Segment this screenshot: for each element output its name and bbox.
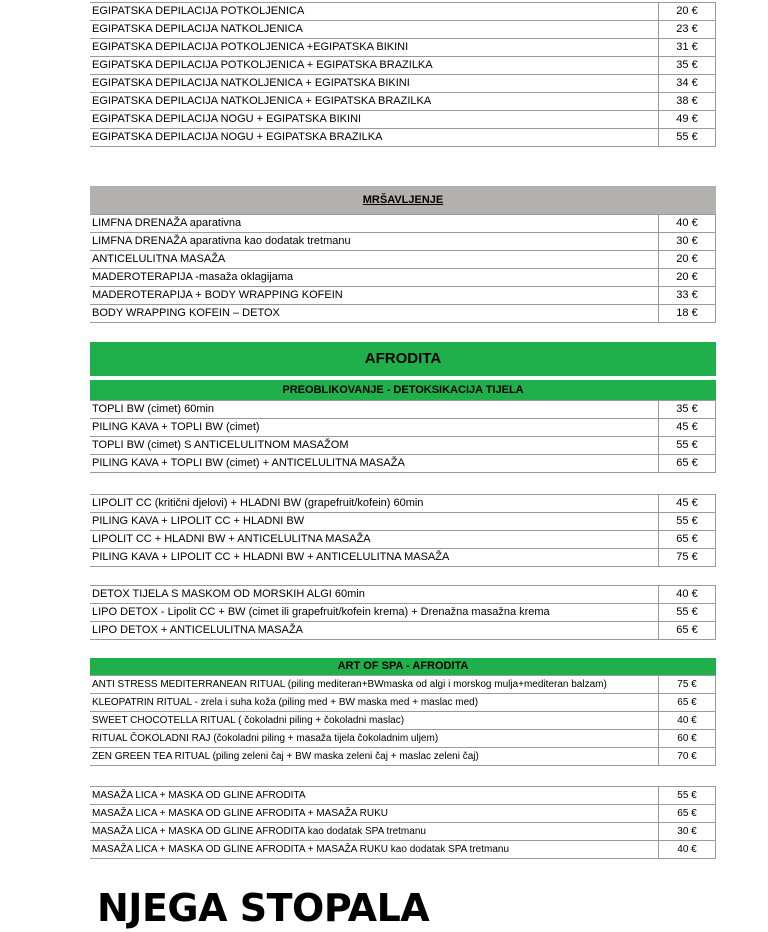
- service-name: EGIPATSKA DEPILACIJA NATKOLJENICA: [90, 21, 659, 39]
- afrodita-section: [90, 342, 716, 473]
- service-name: ANTICELULITNA MASAŽA: [90, 251, 659, 269]
- service-price: 20 €: [659, 269, 716, 287]
- price-row: [90, 712, 716, 730]
- price-row: [90, 604, 716, 622]
- price-row: [90, 305, 716, 323]
- service-price: 45 €: [659, 419, 716, 437]
- price-row: [90, 75, 716, 93]
- price-row: [90, 251, 716, 269]
- service-price: 65 €: [659, 805, 716, 823]
- art-of-spa-section: [90, 658, 716, 766]
- service-name: PILING KAVA + TOPLI BW (cimet): [90, 419, 659, 437]
- price-table: [90, 786, 716, 859]
- service-price: 55 €: [659, 129, 716, 147]
- masaza-lica-group: [90, 786, 716, 859]
- price-row: [90, 129, 716, 147]
- service-price: 55 €: [659, 604, 716, 622]
- price-row: [90, 586, 716, 604]
- service-price: 18 €: [659, 305, 716, 323]
- service-price: 55 €: [659, 437, 716, 455]
- service-name: TOPLI BW (cimet) S ANTICELULITNOM MASAŽOM: [90, 437, 659, 455]
- service-price: 55 €: [659, 513, 716, 531]
- service-price: 30 €: [659, 823, 716, 841]
- service-price: 65 €: [659, 622, 716, 640]
- price-row: [90, 549, 716, 567]
- price-table: [90, 214, 716, 323]
- njega-stopala-heading: NJEGA STOPALA: [97, 886, 430, 930]
- service-price: 45 €: [659, 495, 716, 513]
- price-row: [90, 805, 716, 823]
- price-row: [90, 730, 716, 748]
- service-price: 49 €: [659, 111, 716, 129]
- price-table: [90, 2, 716, 147]
- price-row: [90, 401, 716, 419]
- service-name: MASAŽA LICA + MASKA OD GLINE AFRODITA + MASAŽA RUKU kao dodatak SPA tretmanu: [90, 841, 659, 859]
- price-row: [90, 111, 716, 129]
- price-row: [90, 215, 716, 233]
- service-name: LIPOLIT CC + HLADNI BW + ANTICELULITNA MASAŽA: [90, 531, 659, 549]
- mrsavljenje-section: [90, 186, 716, 323]
- service-name: LIMFNA DRENAŽA aparativna kao dodatak tretmanu: [90, 233, 659, 251]
- service-name: LIPO DETOX - Lipolit CC + BW (cimet ili grapefruit/kofein krema) + Drenažna masažna krema: [90, 604, 659, 622]
- service-name: MADEROTERAPIJA -masaža oklagijama: [90, 269, 659, 287]
- price-row: [90, 57, 716, 75]
- price-row: [90, 694, 716, 712]
- service-price: 35 €: [659, 401, 716, 419]
- price-table: [90, 400, 716, 473]
- service-price: 23 €: [659, 21, 716, 39]
- section-title: AFRODITA: [90, 342, 716, 376]
- service-name: EGIPATSKA DEPILACIJA NOGU + EGIPATSKA BIKINI: [90, 111, 659, 129]
- price-row: [90, 419, 716, 437]
- service-price: 40 €: [659, 215, 716, 233]
- price-row: [90, 513, 716, 531]
- service-name: DETOX TIJELA S MASKOM OD MORSKIH ALGI 60min: [90, 586, 659, 604]
- service-price: 65 €: [659, 694, 716, 712]
- service-name: RITUAL ČOKOLADNI RAJ (čokoladni piling + masaža tijela čokoladnim uljem): [90, 730, 659, 748]
- section-subtitle: PREOBLIKOVANJE - DETOKSIKACIJA TIJELA: [90, 380, 716, 400]
- service-name: ZEN GREEN TEA RITUAL (piling zeleni čaj + BW maska zeleni čaj + maslac zeleni čaj): [90, 748, 659, 766]
- service-price: 40 €: [659, 841, 716, 859]
- service-name: TOPLI BW (cimet) 60min: [90, 401, 659, 419]
- service-price: 60 €: [659, 730, 716, 748]
- service-name: EGIPATSKA DEPILACIJA POTKOLJENICA + EGIPATSKA BRAZILKA: [90, 57, 659, 75]
- service-price: 31 €: [659, 39, 716, 57]
- service-name: LIMFNA DRENAŽA aparativna: [90, 215, 659, 233]
- service-name: EGIPATSKA DEPILACIJA NOGU + EGIPATSKA BRAZILKA: [90, 129, 659, 147]
- service-name: MASAŽA LICA + MASKA OD GLINE AFRODITA + MASAŽA RUKU: [90, 805, 659, 823]
- price-row: [90, 269, 716, 287]
- service-price: 75 €: [659, 549, 716, 567]
- price-row: [90, 93, 716, 111]
- service-name: ANTI STRESS MEDITERRANEAN RITUAL (piling mediteran+BWmaska od algi i morskog mulja+mediteran balzam): [90, 676, 659, 694]
- service-price: 75 €: [659, 676, 716, 694]
- price-row: [90, 233, 716, 251]
- service-name: MASAŽA LICA + MASKA OD GLINE AFRODITA kao dodatak SPA tretmanu: [90, 823, 659, 841]
- price-row: [90, 495, 716, 513]
- service-price: 34 €: [659, 75, 716, 93]
- service-name: PILING KAVA + LIPOLIT CC + HLADNI BW: [90, 513, 659, 531]
- price-row: [90, 841, 716, 859]
- detox-group: [90, 585, 716, 640]
- service-name: SWEET CHOCOTELLA RITUAL ( čokoladni piling + čokoladni maslac): [90, 712, 659, 730]
- service-name: MASAŽA LICA + MASKA OD GLINE AFRODITA: [90, 787, 659, 805]
- price-table: [90, 585, 716, 640]
- service-name: EGIPATSKA DEPILACIJA NATKOLJENICA + EGIPATSKA BRAZILKA: [90, 93, 659, 111]
- service-price: 20 €: [659, 3, 716, 21]
- service-price: 33 €: [659, 287, 716, 305]
- price-table: [90, 494, 716, 567]
- service-name: LIPOLIT CC (kritični djelovi) + HLADNI BW (grapefruit/kofein) 60min: [90, 495, 659, 513]
- service-name: EGIPATSKA DEPILACIJA POTKOLJENICA: [90, 3, 659, 21]
- service-price: 55 €: [659, 787, 716, 805]
- service-price: 65 €: [659, 531, 716, 549]
- service-price: 30 €: [659, 233, 716, 251]
- service-name: KLEOPATRIN RITUAL - zrela i suha koža (piling med + BW maska med + maslac med): [90, 694, 659, 712]
- price-row: [90, 823, 716, 841]
- service-name: MADEROTERAPIJA + BODY WRAPPING KOFEIN: [90, 287, 659, 305]
- service-price: 20 €: [659, 251, 716, 269]
- price-row: [90, 531, 716, 549]
- egipatska-section: [90, 2, 716, 147]
- service-name: PILING KAVA + LIPOLIT CC + HLADNI BW + ANTICELULITNA MASAŽA: [90, 549, 659, 567]
- service-price: 38 €: [659, 93, 716, 111]
- price-row: [90, 39, 716, 57]
- service-price: 35 €: [659, 57, 716, 75]
- price-row: [90, 676, 716, 694]
- price-row: [90, 3, 716, 21]
- section-header: MRŠAVLJENJE: [90, 186, 716, 214]
- price-row: [90, 748, 716, 766]
- service-name: EGIPATSKA DEPILACIJA NATKOLJENICA + EGIPATSKA BIKINI: [90, 75, 659, 93]
- service-name: PILING KAVA + TOPLI BW (cimet) + ANTICELULITNA MASAŽA: [90, 455, 659, 473]
- price-row: [90, 787, 716, 805]
- service-price: 40 €: [659, 586, 716, 604]
- service-price: 40 €: [659, 712, 716, 730]
- service-name: EGIPATSKA DEPILACIJA POTKOLJENICA +EGIPATSKA BIKINI: [90, 39, 659, 57]
- price-row: [90, 622, 716, 640]
- lipolit-group: [90, 494, 716, 567]
- service-price: 70 €: [659, 748, 716, 766]
- price-table: [90, 675, 716, 766]
- price-row: [90, 437, 716, 455]
- service-name: LIPO DETOX + ANTICELULITNA MASAŽA: [90, 622, 659, 640]
- service-price: 65 €: [659, 455, 716, 473]
- section-header: ART OF SPA - AFRODITA: [90, 658, 716, 675]
- price-row: [90, 455, 716, 473]
- price-row: [90, 21, 716, 39]
- price-row: [90, 287, 716, 305]
- service-name: BODY WRAPPING KOFEIN – DETOX: [90, 305, 659, 323]
